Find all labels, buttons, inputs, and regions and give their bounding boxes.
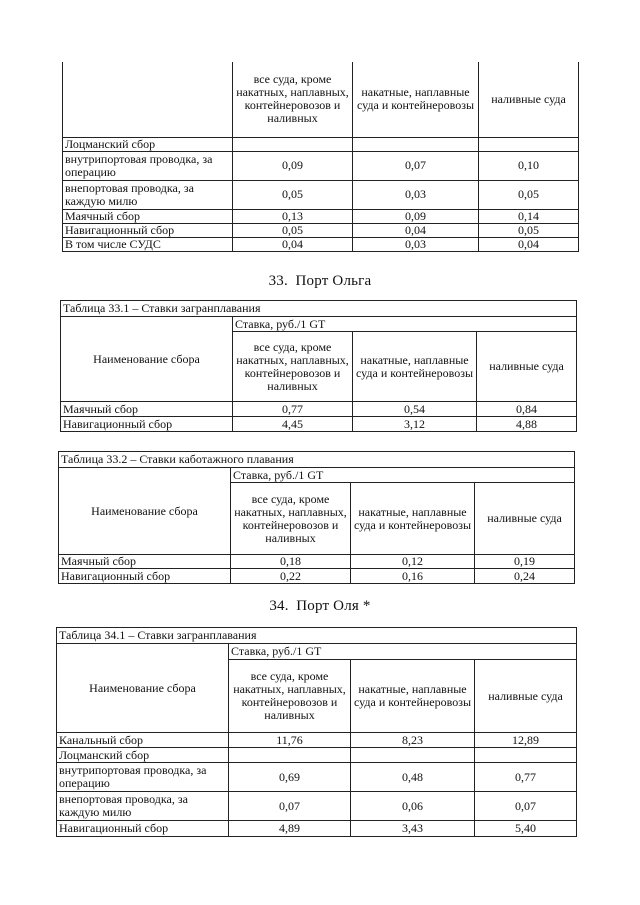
rate-value: 3,43 [351,821,475,837]
table-row [59,555,575,569]
table-row [63,237,579,251]
fee-name: Навигационный сбор [63,223,233,237]
rate-value: 0,77 [475,763,577,792]
rate-value: 0,12 [351,555,475,569]
section-title: Порт Оля * [296,598,371,614]
table-row [57,733,577,748]
table-34-1 [56,627,577,837]
rate-value: 0,13 [233,209,353,223]
fee-name: В том числе СУДС [63,237,233,251]
section-heading-33 [0,273,640,290]
rate-value: 4,45 [233,417,353,432]
header-empty-cell [63,62,233,137]
header-col-roro: накатные, наплавные суда и контейнеровозы [351,483,475,555]
rate-value: 5,40 [475,821,577,837]
table-row [63,180,579,209]
rate-value: 0,69 [229,763,351,792]
fee-name: Маячный сбор [61,402,233,417]
rate-value: 0,09 [233,151,353,180]
section-title: Порт Ольга [295,273,372,289]
rate-value: 8,23 [351,733,475,748]
fee-name: внутрипортовая проводка, за операцию [57,763,229,792]
rate-value: 0,19 [475,555,575,569]
header-col-all-vessels: все суда, кроме накатных, наплавных, контейнеровозов и наливных [229,660,351,733]
header-col-all-vessels: все суда, кроме накатных, наплавных, контейнеровозов и наливных [233,332,353,402]
rate-value: 0,07 [229,792,351,821]
fee-name: Маячный сбор [63,209,233,223]
rate-value: 11,76 [229,733,351,748]
rate-value: 0,14 [479,209,579,223]
table-33-1 [60,300,577,432]
rate-value: 0,77 [233,402,353,417]
fee-name: внепортовая проводка, за каждую милю [57,792,229,821]
header-col-roro: накатные, наплавные суда и контейнеровозы [351,660,475,733]
table-caption: Таблица 33.1 – Ставки загранплавания [61,301,577,317]
fee-name: Навигационный сбор [59,569,231,584]
table-row [59,569,575,584]
header-col-roro: накатные, наплавные суда и контейнеровозы [353,332,477,402]
table-row [63,137,579,151]
column-header-fee-name: Наименование сбора [57,644,229,733]
table-row [63,223,579,237]
fee-name: Навигационный сбор [57,821,229,837]
rate-value: 0,07 [353,151,479,180]
table-row [57,792,577,821]
rate-header: Ставка, руб./1 GT [231,468,575,483]
rate-value: 0,03 [353,180,479,209]
rate-value: 0,54 [353,402,477,417]
rate-value [479,137,579,151]
header-col-tankers: наливные суда [475,660,577,733]
column-header-fee-name: Наименование сбора [61,317,233,402]
rate-value: 0,10 [479,151,579,180]
header-col-tankers: наливные суда [477,332,577,402]
rate-value [351,748,475,763]
fee-name: Лоцманский сбор [57,748,229,763]
table-row [63,209,579,223]
table-caption: Таблица 34.1 – Ставки загранплавания [57,628,577,644]
fee-name: Канальный сбор [57,733,229,748]
rate-value: 0,04 [479,237,579,251]
section-number: 34. [269,598,289,614]
header-col-tankers: наливные суда [475,483,575,555]
fee-name: Лоцманский сбор [63,137,233,151]
rate-value: 0,22 [231,569,351,584]
section-heading-34 [0,598,640,615]
fee-name: внутрипортовая проводка, за операцию [63,151,233,180]
rate-value: 0,48 [351,763,475,792]
column-header-fee-name: Наименование сбора [59,468,231,555]
rate-value: 0,09 [353,209,479,223]
rate-value: 0,24 [475,569,575,584]
table-row [57,748,577,763]
rate-header: Ставка, руб./1 GT [233,317,577,332]
rate-value: 0,04 [233,237,353,251]
rate-value: 12,89 [475,733,577,748]
rate-header: Ставка, руб./1 GT [229,644,577,660]
rate-value: 4,89 [229,821,351,837]
rate-value: 0,16 [351,569,475,584]
rate-value: 0,07 [475,792,577,821]
fee-name: Маячный сбор [59,555,231,569]
rate-value [353,137,479,151]
table-row [57,763,577,792]
header-col-all-vessels: все суда, кроме накатных, наплавных, контейнеровозов и наливных [233,62,353,137]
rate-value [233,137,353,151]
rate-value [229,748,351,763]
rate-value: 0,05 [479,180,579,209]
table-top-continuation [62,62,579,252]
table-row [61,402,577,417]
header-col-tankers: наливные суда [479,62,579,137]
header-col-roro: накатные, наплавные суда и контейнеровозы [353,62,479,137]
table-header-row [63,62,579,137]
rate-value [475,748,577,763]
rate-value: 0,04 [353,223,479,237]
rate-value: 4,88 [477,417,577,432]
table-33-2 [58,451,575,584]
rate-value: 0,84 [477,402,577,417]
rate-value: 0,05 [233,180,353,209]
table-row [61,417,577,432]
rate-value: 0,05 [479,223,579,237]
table-row [63,151,579,180]
rate-value: 0,05 [233,223,353,237]
rate-value: 0,18 [231,555,351,569]
section-number: 33. [268,273,288,289]
fee-name: Навигационный сбор [61,417,233,432]
rate-value: 3,12 [353,417,477,432]
fee-name: внепортовая проводка, за каждую милю [63,180,233,209]
table-row [57,821,577,837]
rate-value: 0,03 [353,237,479,251]
rate-value: 0,06 [351,792,475,821]
table-caption: Таблица 33.2 – Ставки каботажного плавания [59,452,575,468]
header-col-all-vessels: все суда, кроме накатных, наплавных, контейнеровозов и наливных [231,483,351,555]
